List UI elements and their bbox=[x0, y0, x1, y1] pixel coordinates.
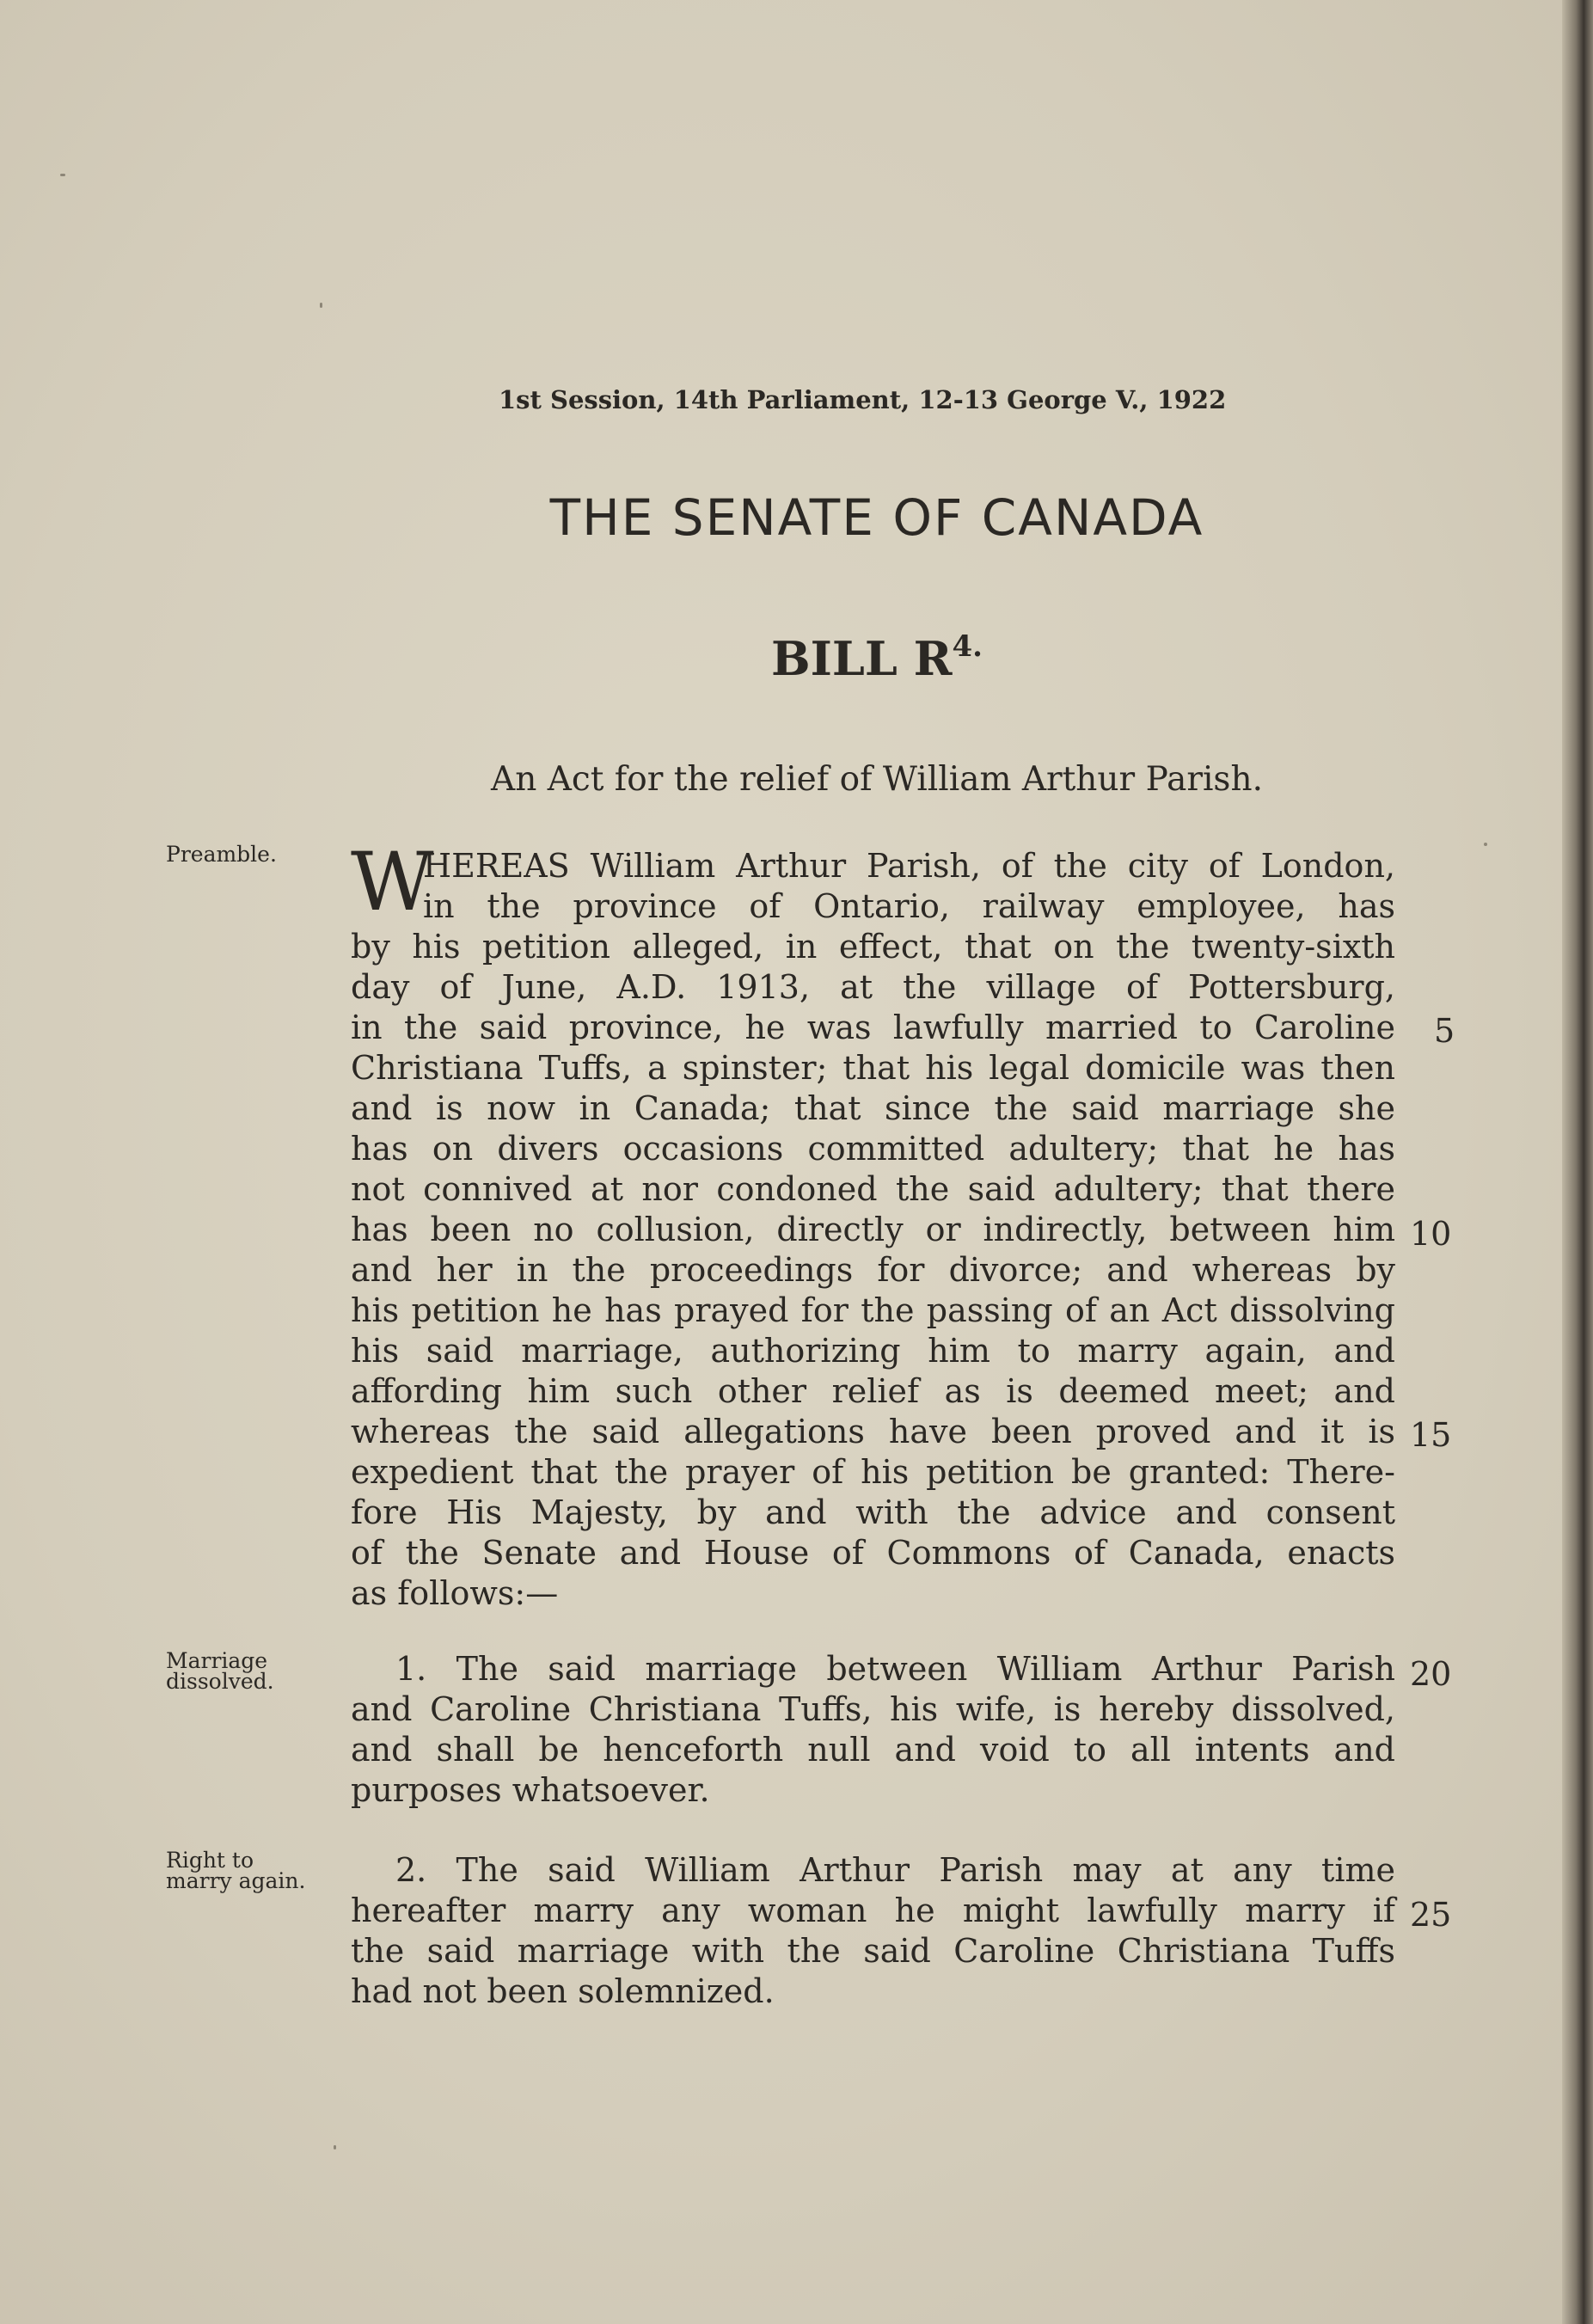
body-line: in the province of Ontario, railway employee, has bbox=[423, 887, 1395, 925]
line-number: 5 bbox=[1434, 1012, 1455, 1050]
margin-note-preamble bbox=[166, 844, 277, 865]
line-number: 25 bbox=[1410, 1896, 1452, 1934]
margin-note-marriage-dissolved bbox=[166, 1648, 274, 1694]
session-header: 1st Session, 14th Parliament, 12-13 George V., 1922 bbox=[499, 385, 1227, 414]
margin-note-line: Marriage bbox=[166, 1648, 268, 1673]
body-line: expedient that the prayer of his petition be granted: There- bbox=[351, 1453, 1395, 1491]
margin-note-right-to-marry bbox=[166, 1850, 305, 1892]
paper-speck bbox=[334, 2145, 336, 2149]
body-line: day of June, A.D. 1913, at the village of Pottersburg, bbox=[351, 968, 1395, 1006]
line-number: 15 bbox=[1410, 1416, 1452, 1454]
section-1-line: and Caroline Christiana Tuffs, his wife, is hereby dissolved, bbox=[351, 1690, 1395, 1728]
margin-note-line: marry again. bbox=[166, 1868, 306, 1893]
paper-speck bbox=[1484, 843, 1487, 846]
bill-number bbox=[499, 629, 1255, 686]
body-line: HEREAS William Arthur Parish, of the city of London, bbox=[423, 847, 1395, 885]
drop-cap: W bbox=[351, 836, 434, 929]
bleed-through-heading bbox=[464, 421, 483, 481]
bill-superscript: 4. bbox=[952, 629, 983, 664]
body-line: not connived at nor condoned the said adultery; that there bbox=[351, 1170, 1395, 1208]
body-line: and her in the proceedings for divorce; and whereas by bbox=[351, 1251, 1395, 1289]
line-number: 20 bbox=[1410, 1655, 1452, 1693]
body-line: fore His Majesty, by and with the advice and consent bbox=[351, 1493, 1395, 1531]
margin-note-line: Right to bbox=[166, 1848, 254, 1873]
bill-label: BILL R bbox=[770, 631, 953, 686]
body-line: by his petition alleged, in effect, that on the twenty-sixth bbox=[351, 928, 1395, 966]
section-2-line: the said marriage with the said Caroline Christiana Tuffs bbox=[351, 1932, 1395, 1970]
act-title: An Act for the relief of William Arthur Parish. bbox=[491, 760, 1263, 799]
body-line: has been no collusion, directly or indirectly, between him bbox=[351, 1211, 1395, 1248]
margin-note-line: dissolved. bbox=[166, 1669, 274, 1694]
body-line: as follows:— bbox=[351, 1574, 559, 1612]
body-line: his petition he has prayed for the passing of an Act dissolving bbox=[351, 1291, 1395, 1329]
page-binding-edge bbox=[1562, 0, 1593, 2324]
body-line: Christiana Tuffs, a spinster; that his legal domicile was then bbox=[351, 1049, 1395, 1087]
body-line: whereas the said allegations have been proved and it is bbox=[351, 1413, 1395, 1450]
body-line: of the Senate and House of Commons of Canada, enacts bbox=[351, 1534, 1395, 1572]
line-number: 10 bbox=[1410, 1215, 1452, 1253]
section-1-line: and shall be henceforth null and void to all intents and bbox=[351, 1731, 1395, 1769]
section-1-line: purposes whatsoever. bbox=[351, 1771, 710, 1809]
body-line: his said marriage, authorizing him to marry again, and bbox=[351, 1332, 1395, 1370]
section-2-line: 2. The said William Arthur Parish may at any time bbox=[395, 1851, 1395, 1889]
section-1-line: 1. The said marriage between William Arthur Parish bbox=[395, 1650, 1395, 1688]
body-line: has on divers occasions committed adultery; that he has bbox=[351, 1130, 1395, 1168]
body-line: and is now in Canada; that since the said marriage she bbox=[351, 1089, 1395, 1127]
body-line: in the said province, he was lawfully married to Caroline bbox=[351, 1009, 1395, 1046]
senate-title: THE SENATE OF CANADA bbox=[549, 488, 1204, 547]
body-line: affording him such other relief as is deemed meet; and bbox=[351, 1372, 1395, 1410]
paper-speck bbox=[60, 174, 65, 176]
section-2-line: hereafter marry any woman he might lawfully marry if bbox=[351, 1892, 1395, 1929]
section-2-line: had not been solemnized. bbox=[351, 1972, 775, 2010]
margin-note-preamble-text: Preamble. bbox=[166, 842, 277, 867]
paper-speck bbox=[320, 303, 322, 308]
